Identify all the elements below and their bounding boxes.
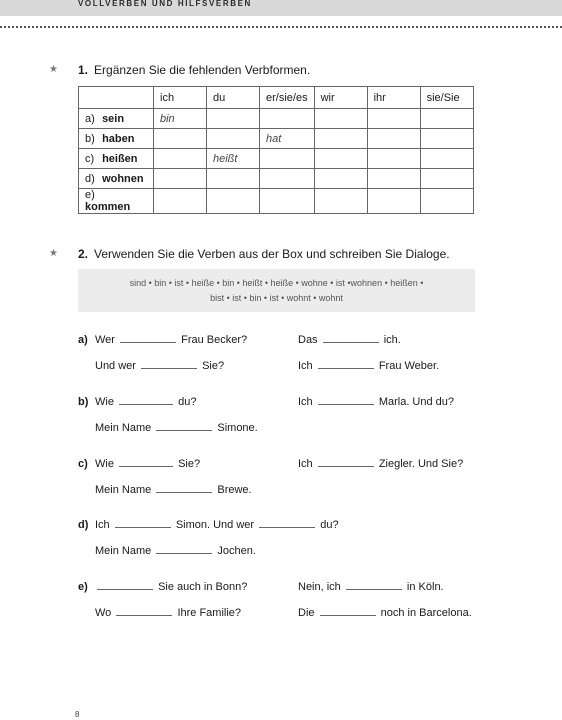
table-cell[interactable] [260, 169, 315, 189]
dialogue-text: Jochen. [217, 545, 256, 557]
row-letter: a) [85, 112, 95, 125]
row-verb: wohnen [102, 172, 144, 185]
column-header: wir [314, 87, 367, 109]
star-icon: ★ [49, 248, 58, 259]
answer-blank[interactable] [97, 588, 153, 590]
table-cell[interactable] [420, 189, 473, 214]
dialogue-text: Marla. Und du? [378, 396, 455, 408]
table-cell[interactable] [207, 129, 260, 149]
dialogue-text: Sie auch in Bonn? [158, 581, 248, 593]
answer-blank[interactable] [346, 588, 402, 590]
dialogue-text: Wer [95, 334, 115, 346]
dialogue-label-a: a) [78, 334, 88, 346]
task2-instruction: Verwenden Sie die Verben aus der Box und schreiben Sie Dialoge. [94, 247, 450, 261]
dialogue-text: du? [178, 396, 197, 408]
dialogue-text: Frau Becker? [181, 334, 248, 346]
dialogue-text: Ihre Familie? [177, 607, 242, 619]
dialogue-text: Mein Name [95, 545, 152, 557]
answer-blank[interactable] [318, 403, 374, 405]
column-header: sie/Sie [420, 87, 473, 109]
dialogue-text: Brewe. [217, 484, 252, 496]
table-cell[interactable] [420, 169, 473, 189]
row-letter: e) [85, 189, 95, 201]
row-label [79, 189, 154, 214]
column-header: ihr [367, 87, 420, 109]
table-corner-cell [79, 87, 154, 109]
row-letter: c) [85, 152, 95, 165]
dialogue-line [298, 458, 463, 470]
table-cell[interactable] [260, 109, 315, 129]
dialogue-text: Ich [298, 396, 313, 408]
row-label [79, 109, 154, 129]
table-cell[interactable] [367, 149, 420, 169]
table-cell[interactable] [154, 129, 207, 149]
dialogue-text: Frau Weber. [378, 360, 440, 372]
dialogue-label-b: b) [78, 396, 89, 408]
table-cell[interactable] [314, 109, 367, 129]
dialogue-text: Wie [95, 396, 114, 408]
table-cell[interactable] [367, 109, 420, 129]
dialogue-text: noch in Barcelona. [380, 607, 472, 619]
table-cell[interactable] [367, 189, 420, 214]
dialogue-text: Wie [95, 458, 114, 470]
dialogue-line [95, 581, 247, 593]
star-icon: ★ [49, 64, 58, 75]
dialogue-line [95, 484, 252, 496]
section-title: VOLLVERBEN UND HILFSVERBEN [78, 0, 252, 8]
dialogue-text: Ich [95, 519, 110, 531]
table-cell[interactable]: heißt [207, 149, 260, 169]
verb-table [78, 86, 474, 214]
answer-blank[interactable] [259, 526, 315, 528]
dialogue-text: Sie? [178, 458, 201, 470]
task2-number: 2. [78, 247, 89, 261]
answer-blank[interactable] [318, 465, 374, 467]
column-header: er/sie/es [260, 87, 315, 109]
dialogue-line [95, 422, 258, 434]
dialogue-text: Und wer [95, 360, 136, 372]
table-cell[interactable] [260, 189, 315, 214]
row-verb: kommen [85, 201, 131, 213]
dialogue-text: Ziegler. Und Sie? [378, 458, 464, 470]
dialogue-line [298, 360, 439, 372]
dialogue-text: in Köln. [406, 581, 444, 593]
table-cell[interactable] [314, 169, 367, 189]
table-cell[interactable] [154, 169, 207, 189]
dialogue-label-e: e) [78, 581, 88, 593]
answer-blank[interactable] [141, 367, 197, 369]
table-cell[interactable] [260, 149, 315, 169]
row-letter: d) [85, 172, 95, 185]
dialogue-text: Mein Name [95, 422, 152, 434]
dialogue-text: Mein Name [95, 484, 152, 496]
table-cell[interactable] [207, 169, 260, 189]
dialogue-line [95, 607, 241, 619]
table-row [79, 169, 474, 189]
table-cell[interactable] [367, 169, 420, 189]
column-header: du [207, 87, 260, 109]
dialogue-text: Simon. Und wer [175, 519, 255, 531]
column-header: ich [154, 87, 207, 109]
row-label [79, 149, 154, 169]
dialogue-line [95, 360, 224, 372]
dialogue-line [298, 581, 444, 593]
answer-blank[interactable] [156, 491, 212, 493]
task2-heading [78, 247, 450, 261]
dialogue-line [95, 545, 256, 557]
dialogue-line [298, 334, 401, 346]
table-cell[interactable]: hat [260, 129, 315, 149]
dialogue-line [95, 458, 200, 470]
table-cell[interactable] [420, 149, 473, 169]
task1-number: 1. [78, 63, 89, 77]
answer-blank[interactable] [119, 403, 173, 405]
answer-blank[interactable] [116, 614, 172, 616]
task1-instruction: Ergänzen Sie die fehlenden Verbformen. [94, 63, 311, 77]
word-box-line: sind • bin • ist • heiße • bin • heißt • heiße • wohne • ist •wohnen • heißen • [129, 278, 424, 288]
dialogue-text: Die [298, 607, 315, 619]
row-verb: haben [102, 132, 135, 145]
answer-blank[interactable] [156, 552, 212, 554]
table-cell[interactable]: bin [154, 109, 207, 129]
row-label [79, 169, 154, 189]
row-verb: sein [102, 112, 125, 125]
table-cell[interactable] [154, 149, 207, 169]
answer-blank[interactable] [318, 367, 374, 369]
table-cell[interactable] [367, 129, 420, 149]
dialogue-text: Sie? [202, 360, 225, 372]
table-header-row [79, 87, 474, 109]
answer-blank[interactable] [156, 429, 212, 431]
dotted-divider [0, 26, 562, 28]
dialogue-line [95, 334, 247, 346]
word-box-line: bist • ist • bin • ist • wohnt • wohnt [210, 293, 343, 303]
answer-blank[interactable] [320, 614, 376, 616]
dialogue-label-c: c) [78, 458, 88, 470]
dialogue-text: du? [320, 519, 339, 531]
row-label [79, 129, 154, 149]
table-cell[interactable] [420, 109, 473, 129]
answer-blank[interactable] [115, 526, 171, 528]
table-cell[interactable] [314, 149, 367, 169]
table-row [79, 149, 474, 169]
table-cell[interactable] [314, 189, 367, 214]
dialogue-text: Das [298, 334, 318, 346]
dialogue-line [298, 396, 454, 408]
answer-blank[interactable] [120, 341, 176, 343]
row-letter: b) [85, 132, 95, 145]
dialogue-text: ich. [383, 334, 401, 346]
task1-heading [78, 63, 310, 77]
table-row [79, 189, 474, 214]
answer-blank[interactable] [119, 465, 173, 467]
table-row [79, 129, 474, 149]
page-number: 8 [75, 710, 80, 719]
table-cell[interactable] [314, 129, 367, 149]
table-cell[interactable] [154, 189, 207, 214]
dialogue-text: Ich [298, 458, 313, 470]
dialogue-line [95, 396, 196, 408]
dialogue-label-d: d) [78, 519, 89, 531]
answer-blank[interactable] [323, 341, 379, 343]
word-box [78, 269, 475, 312]
dialogue-line [298, 607, 472, 619]
dialogue-text: Simone. [217, 422, 258, 434]
table-cell[interactable] [420, 129, 473, 149]
dialogue-text: Nein, ich [298, 581, 341, 593]
dialogue-text: Ich [298, 360, 313, 372]
dialogue-line [95, 519, 339, 531]
row-verb: heißen [102, 152, 138, 165]
dialogue-text: Wo [95, 607, 112, 619]
table-cell[interactable] [207, 109, 260, 129]
table-row [79, 109, 474, 129]
table-cell[interactable] [207, 189, 260, 214]
